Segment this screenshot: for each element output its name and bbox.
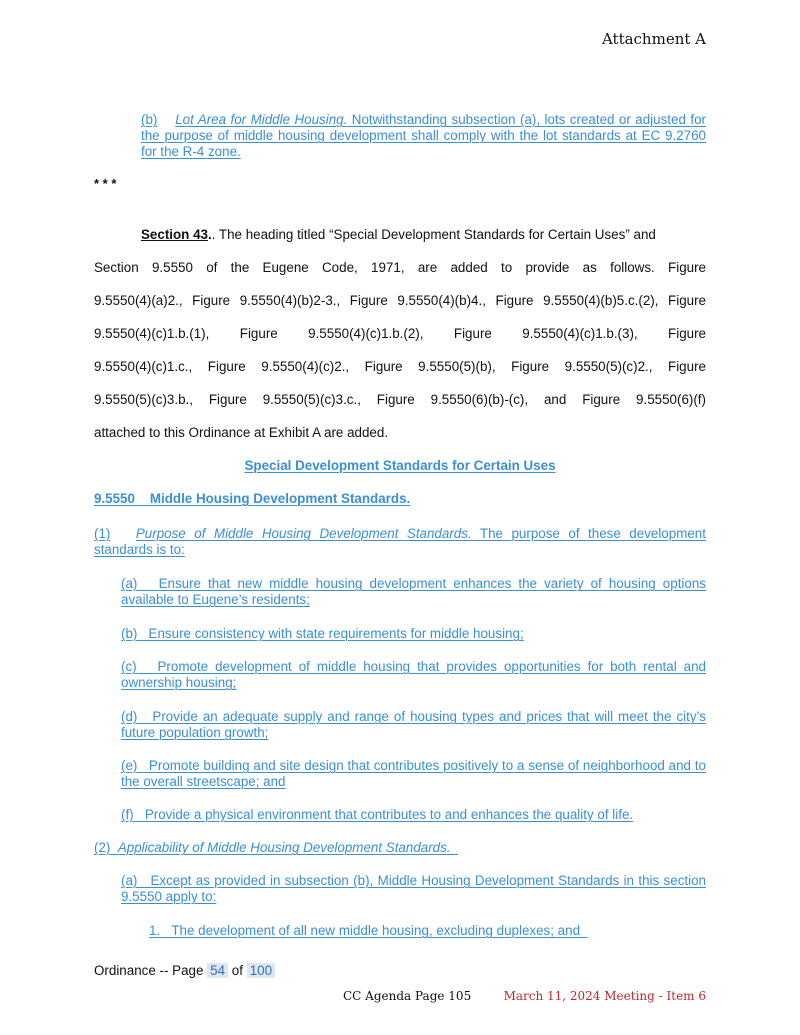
purpose-item-text: Provide a physical environment that contributes to and enhances the quality of life. xyxy=(144,807,634,822)
purpose-item-label: (d) xyxy=(121,709,138,724)
subsection-b-label: (b) xyxy=(141,112,158,127)
purpose-title: Purpose of Middle Housing Development Standards. xyxy=(135,526,472,541)
applicability-title: Applicability of Middle Housing Development Standards. xyxy=(117,840,451,855)
purpose-item-d xyxy=(121,709,706,741)
purpose-text: The purpose of these development standards is to: xyxy=(94,526,706,557)
purpose-item-label: (e) xyxy=(121,758,138,773)
purpose-item-b xyxy=(121,626,706,642)
purpose-item-label: (a) xyxy=(121,576,138,591)
section-43-intro: . The heading titled “Special Development Standards for Certain Uses” and xyxy=(211,227,656,242)
applicability-a-text: Except as provided in subsection (b), Middle Housing Development Standards in this section 9.5550 apply to: xyxy=(121,873,706,904)
purpose-item-text: Promote development of middle housing that provides opportunities for both rental and ownership housing; xyxy=(121,659,706,690)
purpose-item-text: Ensure consistency with state requirements for middle housing; xyxy=(148,626,524,641)
purpose-paragraph xyxy=(94,526,706,558)
ordinance-page-footer xyxy=(94,963,275,978)
purpose-item-a xyxy=(121,576,706,608)
applicability-label: (2) xyxy=(94,840,111,855)
page-total: 100 xyxy=(247,963,275,978)
purpose-item-label: (f) xyxy=(121,807,134,822)
footer-prefix: Ordinance -- Page xyxy=(94,963,204,978)
purpose-item-f xyxy=(121,807,706,823)
section-9-5550-title: 9.5550 Middle Housing Development Standards. xyxy=(94,491,411,506)
section-43-first-line: Section 43.. The heading titled “Special Development Standards for Certain Uses” and xyxy=(141,227,656,242)
page-number: 54 xyxy=(207,963,228,978)
applicability-a-label: (a) xyxy=(121,873,138,888)
purpose-item-e xyxy=(121,758,706,790)
footer-of: of xyxy=(231,963,243,978)
purpose-item-label: (b) xyxy=(121,626,138,641)
section-43-label: Section 43 xyxy=(141,227,208,242)
subsection-b xyxy=(141,112,706,160)
special-standards-heading: Special Development Standards for Certain Uses xyxy=(244,458,556,473)
asterisks-divider: * * * xyxy=(94,176,117,191)
attachment-label: Attachment A xyxy=(601,30,706,48)
agenda-page-label: CC Agenda Page 105 xyxy=(343,989,472,1003)
section-43-last-line: attached to this Ordinance at Exhibit A are added. xyxy=(94,425,389,440)
applicability-a-1-text: The development of all new middle housing, excluding duplexes; and xyxy=(171,923,581,938)
section-43-line: 9.5550(4)(c)1.c., Figure 9.5550(4)(c)2., Figure 9.5550(5)(b), Figure 9.5550(5)(c)2., Figure xyxy=(94,359,706,374)
applicability-a-1-label: 1. xyxy=(149,923,161,938)
purpose-label: (1) xyxy=(94,526,111,541)
meeting-label: March 11, 2024 Meeting - Item 6 xyxy=(503,989,706,1003)
purpose-item-label: (c) xyxy=(121,659,137,674)
purpose-item-text: Provide an adequate supply and range of housing types and prices that will meet the city’s future population growth; xyxy=(121,709,706,740)
purpose-item-text: Promote building and site design that contributes positively to a sense of neighborhood and to the overall streetscape; and xyxy=(121,758,706,789)
applicability-a-1 xyxy=(149,923,706,939)
subsection-b-title: Lot Area for Middle Housing. xyxy=(175,112,348,127)
purpose-item-c xyxy=(121,659,706,691)
section-43-line: 9.5550(4)(c)1.b.(1), Figure 9.5550(4)(c)1.b.(2), Figure 9.5550(4)(c)1.b.(3), Figure xyxy=(94,326,706,341)
applicability-a xyxy=(121,873,706,905)
purpose-item-text: Ensure that new middle housing development enhances the variety of housing options available to Eugene’s residents; xyxy=(121,576,706,607)
subsection-b-text: Notwithstanding subsection (a), lots created or adjusted for the purpose of middle housing development shall comply with the lot standards at EC 9.2760 for the R-4 zone. xyxy=(141,112,706,159)
section-43-line: 9.5550(4)(a)2., Figure 9.5550(4)(b)2-3., Figure 9.5550(4)(b)4., Figure 9.5550(4)(b)5.c.(2), Figure xyxy=(94,293,706,308)
section-43-line: Section 9.5550 of the Eugene Code, 1971, are added to provide as follows. Figure xyxy=(94,260,706,275)
section-43-line: 9.5550(5)(c)3.b., Figure 9.5550(5)(c)3.c., Figure 9.5550(6)(b)-(c), and Figure 9.5550(6)(f) xyxy=(94,392,706,407)
applicability-heading xyxy=(94,840,706,856)
